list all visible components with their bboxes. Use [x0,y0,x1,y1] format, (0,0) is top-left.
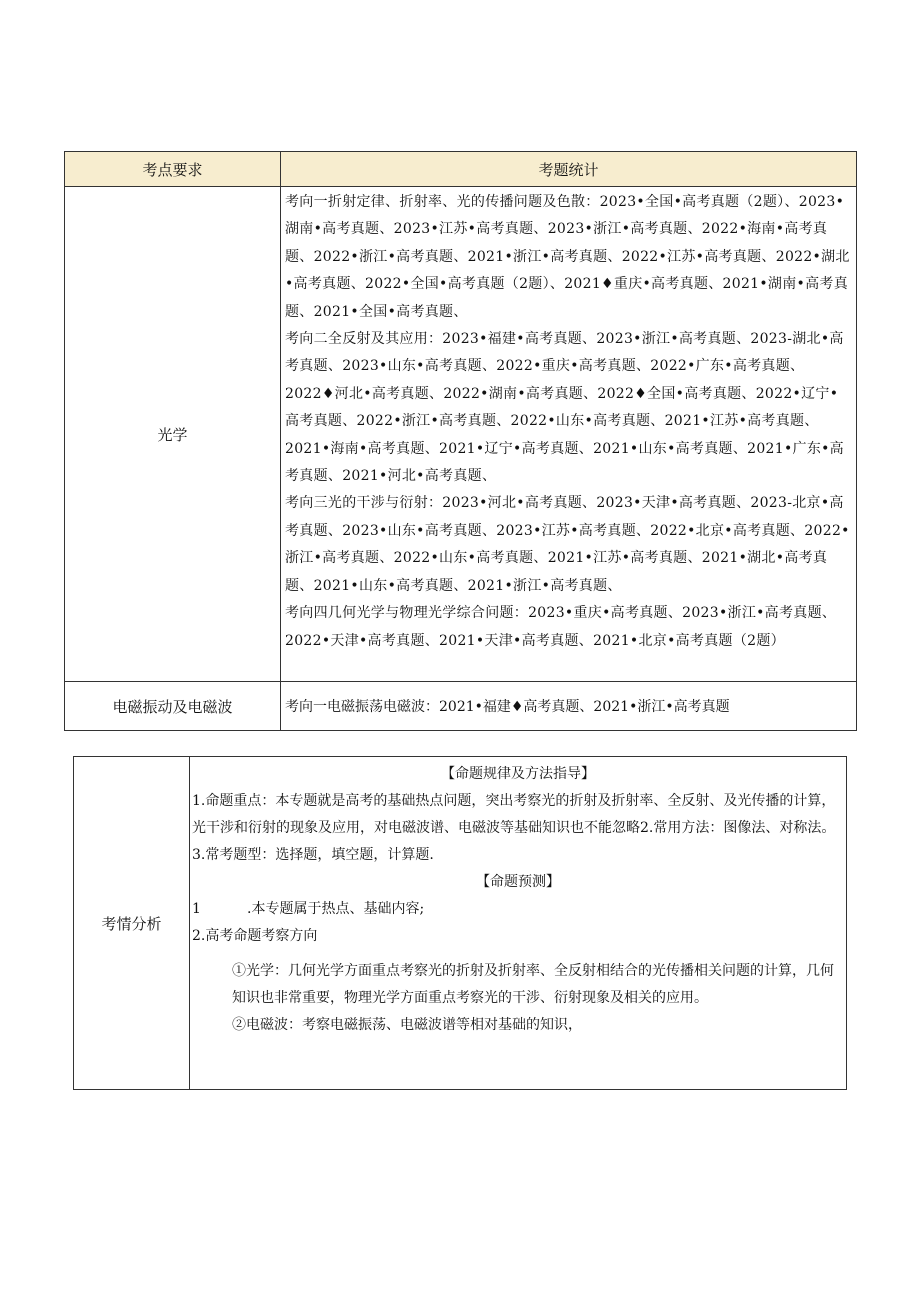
analysis-content [190,757,847,1090]
prediction-1 [192,896,844,923]
optics-statistics [281,187,857,682]
prediction-2: 2.高考命题考察方向 [192,928,318,944]
exam-analysis-table [73,756,847,1090]
exam-statistics-table [64,151,857,731]
optics-label: 光学 [65,187,281,682]
em-focus: ②电磁波：考察电磁振荡、电磁波谱等相对基础的知识， [232,1017,582,1033]
optics-direction-2: 考向二全反射及其应用：2023•福建•高考真题、2023•浙江•高考真题、2023-湖北•高考真题、2023•山东•高考真题、2022•重庆•高考真题、2022•广东•高考真题、2022♦河北•高考真题、2022•湖南•高考真题、2022♦全国•高考真题、2022•辽宁•高考真题、2022•浙江•高考真题、2022•山东•高考真题、2021•江苏•高考真题、2021•海南•高考真题、2021•辽宁•高考真题、2021•山东•高考真题、2021•广东•高考真题、2021•河北•高考真题、 [285,331,844,485]
method-heading: 【命题规律及方法指导】 [441,766,595,782]
analysis-label: 考情分析 [74,757,190,1090]
question-types: 3.常考题型：选择题，填空题，计算题. [192,847,434,863]
optics-direction-1: 考向一折射定律、折射率、光的传播问题及色散：2023•全国•高考真题（2题）、2023•湖南•高考真题、2023•江苏•高考真题、2023•浙江•高考真题、2022•海南•高考真题、2022•浙江•高考真题、2021•浙江•高考真题、2022•江苏•高考真题、2022•湖北•高考真题、2022•全国•高考真题（2题）、2021♦重庆•高考真题、2021•湖南•高考真题、2021•全国•高考真题、 [285,194,850,320]
optics-direction-4: 考向四几何光学与物理光学综合问题：2023•重庆•高考真题、2023•浙江•高考真题、2022•天津•高考真题、2021•天津•高考真题、2021•北京•高考真题（2题） [285,605,837,649]
prediction-heading: 【命题预测】 [476,874,560,890]
header-statistics: 考题统计 [281,152,857,187]
em-label: 电磁振动及电磁波 [65,682,281,731]
key-points: 1.命题重点：本专题就是高考的基础热点问题，突出考察光的折射及折射率、全反射、及光传播的计算，光干涉和衍射的现象及应用，对电磁波谱、电磁波等基础知识也不能忽略2.常用方法：图像法、对称法。 [192,793,836,836]
optics-focus: ①光学：几何光学方面重点考察光的折射及折射率、全反射相结合的光传播相关问题的计算，几何知识也非常重要，物理光学方面重点考察光的干涉、衍射现象及相关的应用。 [232,963,834,1006]
prediction-1-text: .本专题属于热点、基础内容; [247,901,425,917]
optics-direction-3: 考向三光的干涉与衍射：2023•河北•高考真题、2023•天津•高考真题、2023-北京•高考真题、2023•山东•高考真题、2023•江苏•高考真题、2022•北京•高考真题、2022•浙江•高考真题、2022•山东•高考真题、2021•江苏•高考真题、2021•湖北•高考真题、2021•山东•高考真题、2021•浙江•高考真题、 [285,495,850,594]
header-requirement: 考点要求 [65,152,281,187]
em-statistics: 考向一电磁振荡电磁波：2021•福建♦高考真题、2021•浙江•高考真题 [281,682,857,731]
prediction-1-number: 1 [192,901,201,917]
